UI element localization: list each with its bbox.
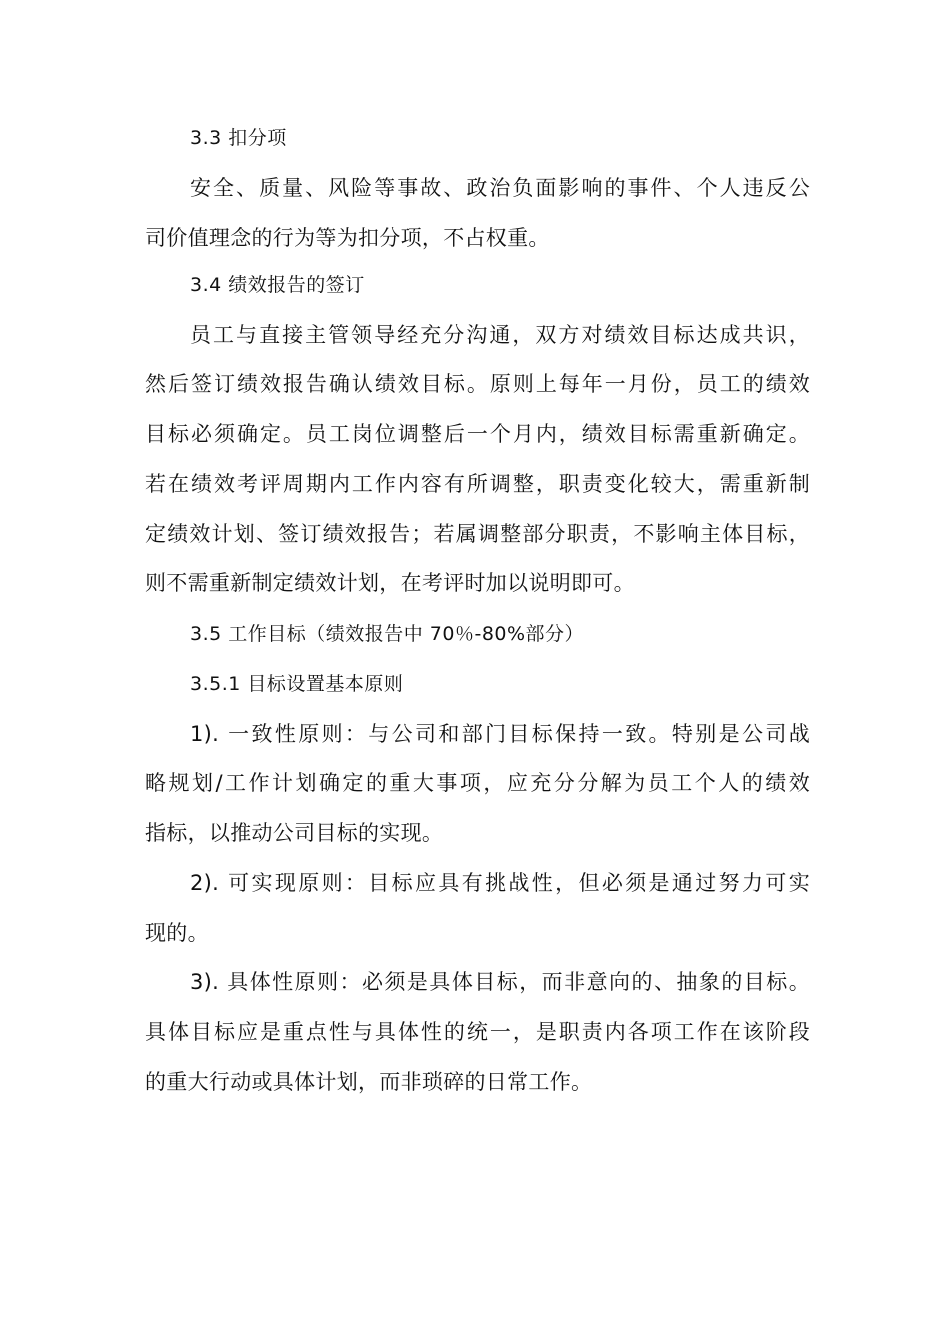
paragraph-line: 1). 一致性原则：与公司和部门目标保持一致。特别是公司战 [190, 722, 810, 746]
paragraph-line: 司价值理念的行为等为扣分项，不占权重。 [145, 226, 550, 250]
paragraph-line: 2). 可实现原则：目标应具有挑战性，但必须是通过努力可实 [190, 871, 810, 895]
section-heading-3-5: 3.5 工作目标（绩效报告中 70％-80%部分） [190, 623, 585, 645]
paragraph-line: 员工与直接主管领导经充分沟通，双方对绩效目标达成共识， [190, 323, 810, 347]
paragraph-line: 然后签订绩效报告确认绩效目标。原则上每年一月份，员工的绩效 [145, 372, 810, 396]
paragraph-line: 具体目标应是重点性与具体性的统一，是职责内各项工作在该阶段 [145, 1020, 810, 1044]
paragraph-line: 若在绩效考评周期内工作内容有所调整，职责变化较大，需重新制 [145, 472, 810, 496]
paragraph-line: 略规划/工作计划确定的重大事项，应充分分解为员工个人的绩效 [145, 771, 810, 795]
section-heading-3-4: 3.4 绩效报告的签订 [190, 274, 365, 296]
paragraph-line: 目标必须确定。员工岗位调整后一个月内，绩效目标需重新确定。 [145, 422, 810, 446]
section-heading-3-3: 3.3 扣分项 [190, 127, 287, 149]
paragraph-line: 现的。 [145, 921, 209, 945]
subsection-heading-3-5-1: 3.5.1 目标设置基本原则 [190, 673, 404, 695]
paragraph-line: 的重大行动或具体计划，而非琐碎的日常工作。 [145, 1070, 593, 1094]
paragraph-line: 3). 具体性原则：必须是具体目标，而非意向的、抽象的目标。 [190, 970, 810, 994]
paragraph-line: 则不需重新制定绩效计划，在考评时加以说明即可。 [145, 571, 635, 595]
paragraph-line: 定绩效计划、签订绩效报告；若属调整部分职责，不影响主体目标， [145, 522, 810, 546]
paragraph-line: 安全、质量、风险等事故、政治负面影响的事件、个人违反公 [190, 176, 810, 200]
paragraph-line: 指标，以推动公司目标的实现。 [145, 821, 444, 845]
